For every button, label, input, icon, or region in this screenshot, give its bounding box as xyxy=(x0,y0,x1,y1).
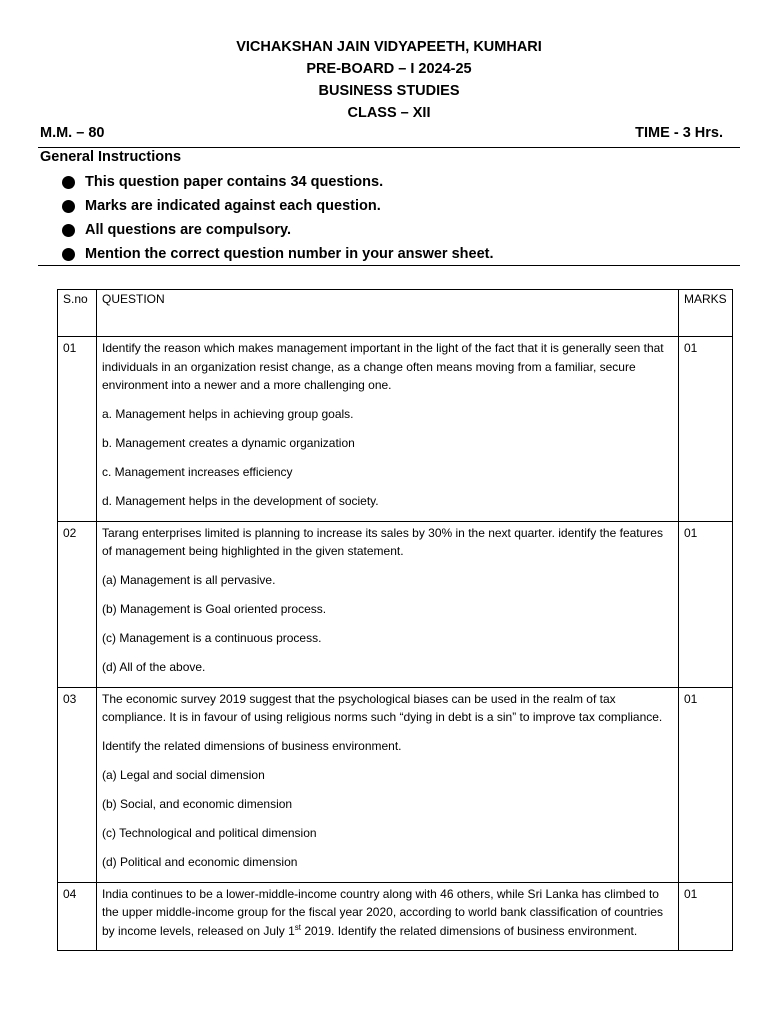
header-sno: S.no xyxy=(58,290,97,337)
class-name: CLASS – XII xyxy=(347,105,431,121)
max-marks: M.M. – 80 xyxy=(40,125,105,141)
row-question xyxy=(97,687,679,882)
row-marks: 01 xyxy=(679,882,733,951)
question-text: Identify the reason which makes management important in the light of the fact that it is generally seen that individuals in an organization resist change, as a change often means moving from a familiar, secure environment into a newer and a more challenging one. xyxy=(102,341,664,392)
row-sno: 03 xyxy=(58,687,97,882)
table-row xyxy=(58,687,733,882)
row-marks: 01 xyxy=(679,521,733,687)
row-marks: 01 xyxy=(679,687,733,882)
row-sno: 01 xyxy=(58,337,97,522)
divider-bottom xyxy=(38,265,740,266)
header-question: QUESTION xyxy=(97,290,679,337)
instruction-item: All questions are compulsory. xyxy=(62,218,494,242)
option: (a) Management is all pervasive. xyxy=(102,573,276,587)
row-question xyxy=(97,521,679,687)
row-marks: 01 xyxy=(679,337,733,522)
question-prompt: Identify the related dimensions of business environment. xyxy=(102,739,402,753)
header-marks: MARKS xyxy=(679,290,733,337)
time-allowed: TIME - 3 Hrs. xyxy=(635,125,723,141)
instruction-item: This question paper contains 34 questions. xyxy=(62,170,494,194)
instructions-list xyxy=(62,170,494,266)
exam-name: PRE-BOARD – I 2024-25 xyxy=(306,61,472,77)
question-text: India continues to be a lower-middle-income country along with 46 others, while Sri Lanka has climbed to the upper middle-income group for the fiscal year 2020, according to world bank classification of countries by income levels, released on July 1st 2019. Identify the related dimensions of business environment. xyxy=(102,886,663,938)
option: (d) Political and economic dimension xyxy=(102,855,298,869)
document-header xyxy=(0,36,768,124)
option: (c) Technological and political dimension xyxy=(102,826,317,840)
table-row xyxy=(58,521,733,687)
option: d. Management helps in the development of society. xyxy=(102,494,379,508)
subject-name: BUSINESS STUDIES xyxy=(318,83,460,99)
instruction-item: Mention the correct question number in your answer sheet. xyxy=(62,242,494,266)
table-header-row xyxy=(58,290,733,337)
option: (c) Management is a continuous process. xyxy=(102,631,322,645)
question-table xyxy=(57,289,733,951)
bullet-icon xyxy=(62,248,75,261)
marks-time-row xyxy=(40,125,740,147)
bullet-icon xyxy=(62,176,75,189)
bullet-icon xyxy=(62,224,75,237)
row-question xyxy=(97,337,679,522)
instructions-title: General Instructions xyxy=(40,149,182,165)
option: (d) All of the above. xyxy=(102,660,206,674)
option: (a) Legal and social dimension xyxy=(102,768,265,782)
bullet-icon xyxy=(62,200,75,213)
option: c. Management increases efficiency xyxy=(102,465,293,479)
option: a. Management helps in achieving group goals. xyxy=(102,407,354,421)
option: (b) Social, and economic dimension xyxy=(102,797,293,811)
table-row xyxy=(58,882,733,951)
row-sno: 02 xyxy=(58,521,97,687)
row-sno: 04 xyxy=(58,882,97,951)
instruction-item: Marks are indicated against each question. xyxy=(62,194,494,218)
option: b. Management creates a dynamic organization xyxy=(102,436,355,450)
table-row xyxy=(58,337,733,522)
question-text: The economic survey 2019 suggest that the psychological biases can be used in the realm of tax compliance. It is in favour of using religious norms such “dying in debt is a sin” to improve tax compliance. xyxy=(102,691,663,724)
question-text: Tarang enterprises limited is planning to increase its sales by 30% in the next quarter. identify the features of management being highlighted in the given statement. xyxy=(102,525,663,558)
row-question xyxy=(97,882,679,951)
divider-top xyxy=(38,147,740,148)
option: (b) Management is Goal oriented process. xyxy=(102,602,327,616)
school-name: VICHAKSHAN JAIN VIDYAPEETH, KUMHARI xyxy=(236,39,542,55)
